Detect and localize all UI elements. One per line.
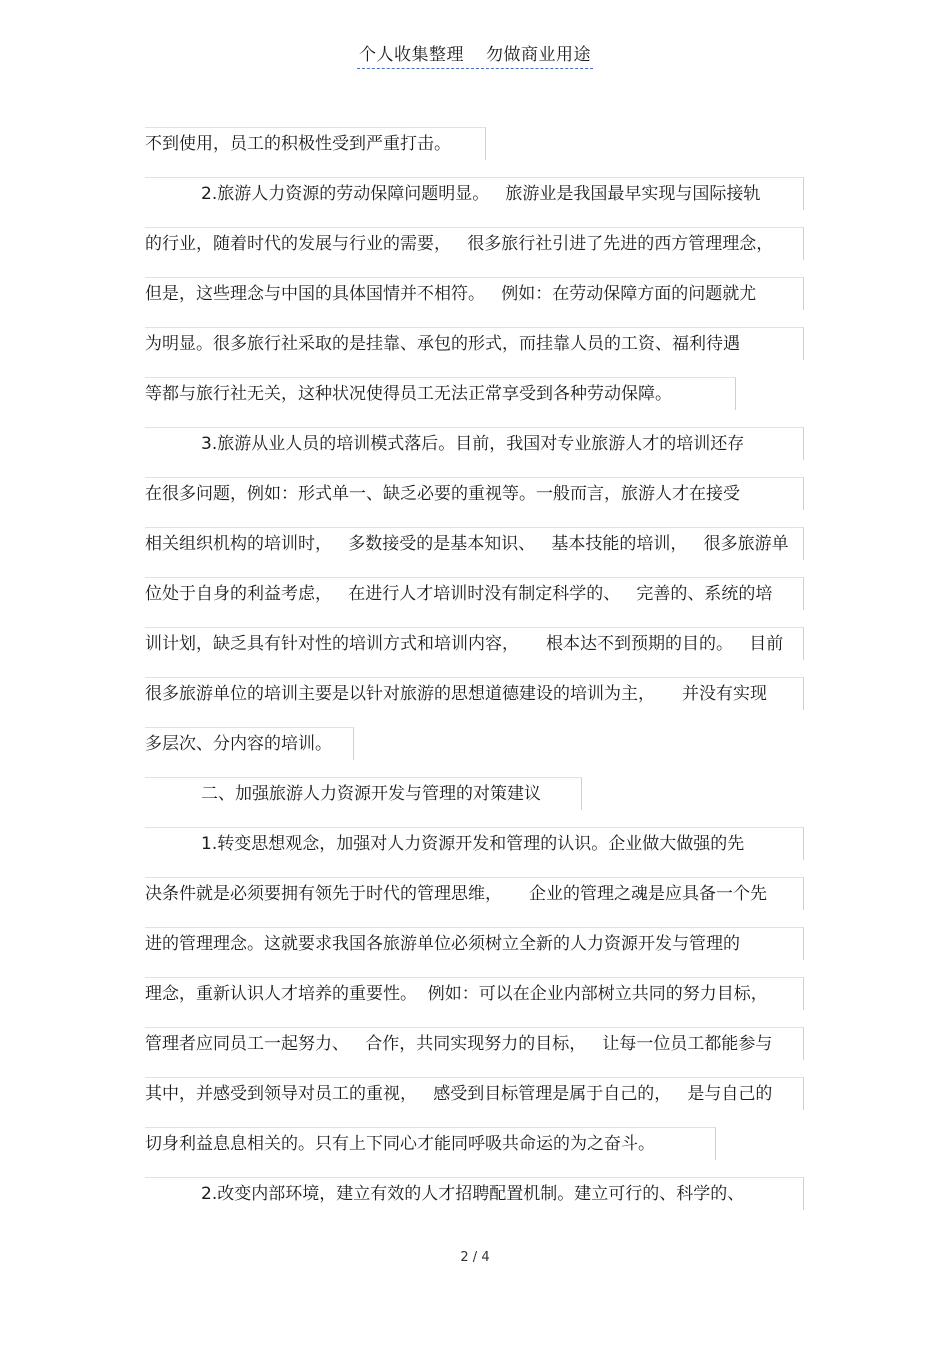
header-left-text: 个人收集整理: [359, 45, 464, 65]
text-line: 为明显。很多旅行社采取的是挂靠、承包的形式，而挂靠人员的工资、福利待遇: [145, 334, 740, 354]
text-line: 很多旅游单位的培训主要是以针对旅游的思想道德建设的培训为主， 并没有实现: [145, 684, 768, 704]
text-line: 1.转变思想观念，加强对人力资源开发和管理的认识。企业做大做强的先: [201, 834, 745, 854]
text-line: 相关组织机构的培训时， 多数接受的是基本知识、 基本技能的培训， 很多旅游单: [145, 534, 789, 554]
text-line: 在很多问题，例如：形式单一、缺乏必要的重视等。一般而言，旅游人才在接受: [145, 484, 740, 504]
text-line: 其中，并感受到领导对员工的重视， 感受到目标管理是属于自己的， 是与自己的: [145, 1084, 773, 1104]
text-line: 等都与旅行社无关，这种状况使得员工无法正常享受到各种劳动保障。: [145, 384, 672, 404]
text-line: 切身利益息息相关的。只有上下同心才能同呼吸共命运的为之奋斗。: [145, 1134, 655, 1154]
text-line: 决条件就是必须要拥有领先于时代的管理思维， 企业的管理之魂是应具备一个先: [145, 884, 768, 904]
text-line: 位处于自身的利益考虑， 在进行人才培训时没有制定科学的、 完善的、系统的培: [145, 584, 773, 604]
section-heading: 二、加强旅游人力资源开发与管理的对策建议: [201, 784, 541, 804]
text-line: 多层次、分内容的培训。: [145, 734, 332, 754]
page-number: 2 / 4: [460, 1250, 490, 1265]
text-line: 进的管理理念。这就要求我国各旅游单位必须树立全新的人力资源开发与管理的: [145, 934, 740, 954]
text-line: 训计划，缺乏具有针对性的培训方式和培训内容， 根本达不到预期的目的。 目前: [145, 634, 784, 654]
text-line: 但是，这些理念与中国的具体国情并不相符。 例如：在劳动保障方面的问题就尤: [145, 284, 757, 304]
text-line: 3.旅游从业人员的培训模式落后。目前，我国对专业旅游人才的培训还存: [201, 434, 745, 454]
text-line: 的行业，随着时代的发展与行业的需要， 很多旅行社引进了先进的西方管理理念，: [145, 234, 774, 254]
text-line: 2.改变内部环境，建立有效的人才招聘配置机制。建立可行的、科学的、: [201, 1184, 745, 1204]
text-line: 2.旅游人力资源的劳动保障问题明显。 旅游业是我国最早实现与国际接轨: [201, 184, 761, 204]
text-line: 不到使用，员工的积极性受到严重打击。: [145, 134, 451, 154]
text-line: 管理者应同员工一起努力、 合作，共同实现努力的目标， 让每一位员工都能参与: [145, 1034, 773, 1054]
header-right-text: 勿做商业用途: [486, 45, 591, 65]
text-line: 理念，重新认识人才培养的重要性。 例如：可以在企业内部树立共同的努力目标，: [145, 984, 768, 1004]
